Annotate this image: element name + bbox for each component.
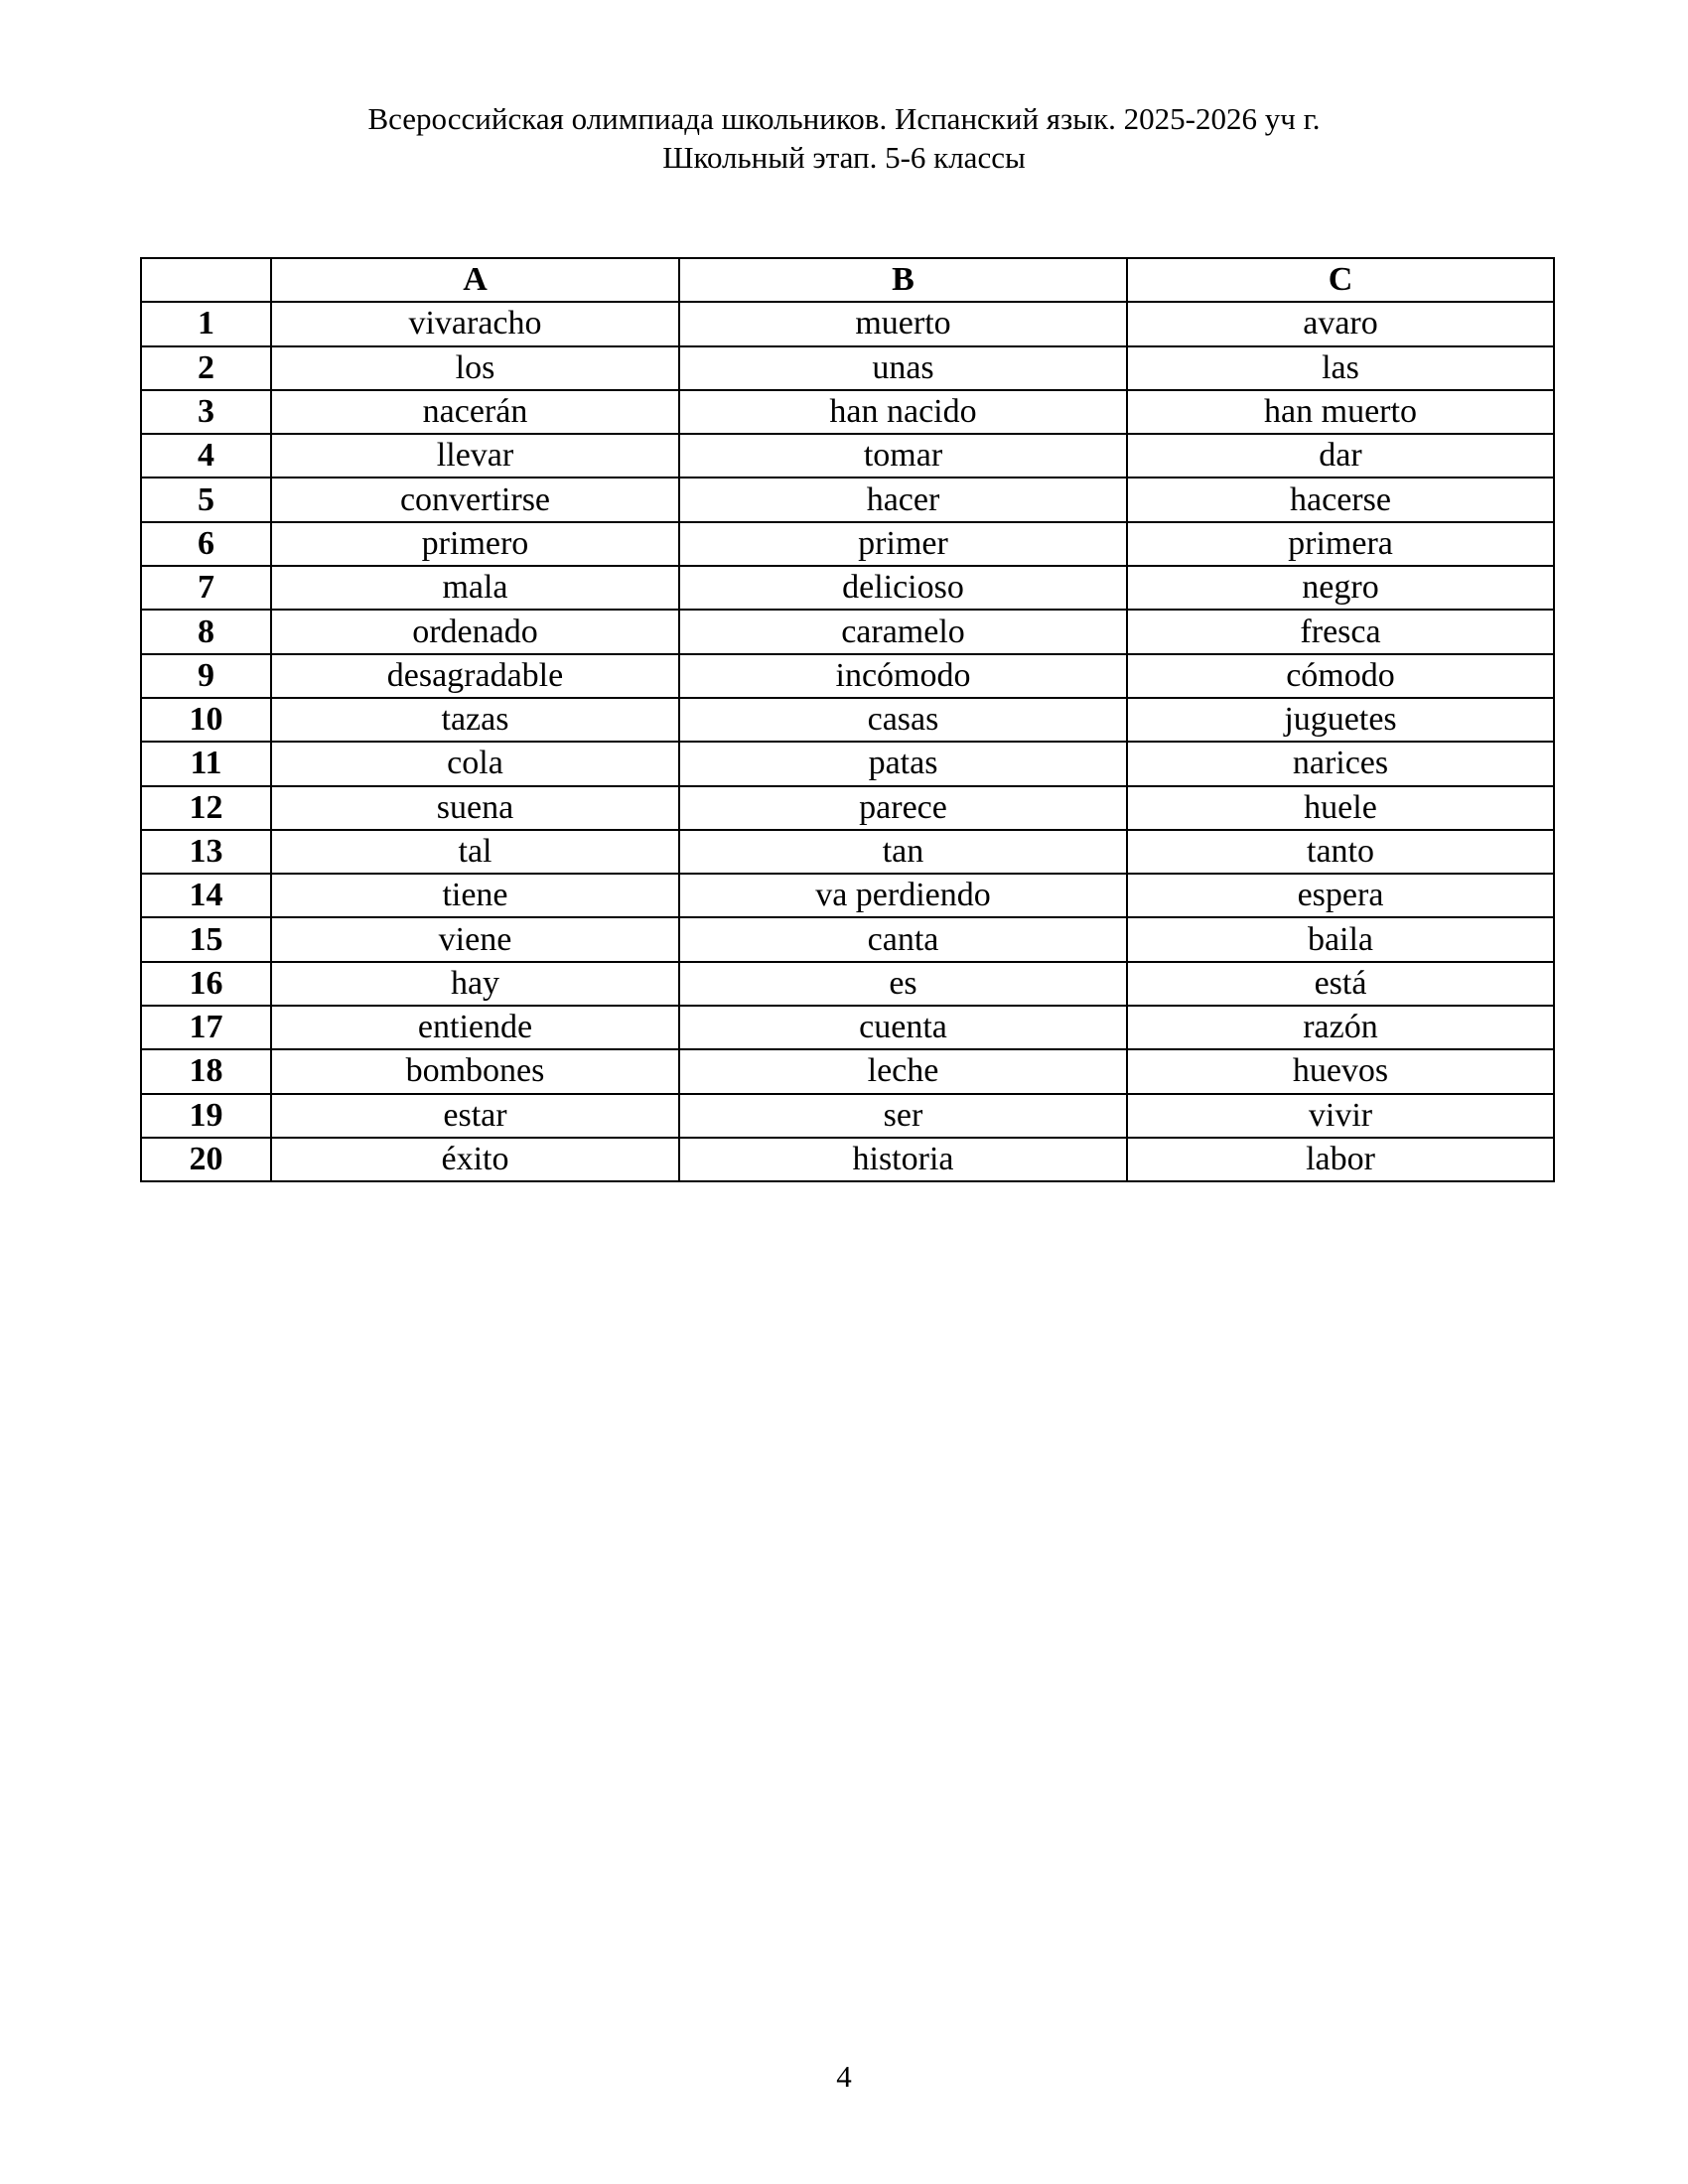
option-c-cell: hacerse xyxy=(1127,478,1554,521)
row-number-cell: 3 xyxy=(141,390,271,434)
option-b-cell: parece xyxy=(679,786,1127,830)
option-a-cell: tazas xyxy=(271,698,679,742)
option-c-cell: negro xyxy=(1127,566,1554,610)
option-a-cell: desagradable xyxy=(271,654,679,698)
row-number-cell: 20 xyxy=(141,1138,271,1181)
row-number-cell: 18 xyxy=(141,1049,271,1093)
option-c-cell: huele xyxy=(1127,786,1554,830)
option-b-cell: va perdiendo xyxy=(679,874,1127,917)
row-number-cell: 2 xyxy=(141,346,271,390)
option-b-cell: canta xyxy=(679,917,1127,961)
answer-table xyxy=(140,257,1555,1182)
table-row xyxy=(141,830,1554,874)
table-body xyxy=(141,302,1554,1181)
table-row xyxy=(141,346,1554,390)
page-number: 4 xyxy=(836,2059,852,2094)
option-c-cell: razón xyxy=(1127,1006,1554,1049)
table-row xyxy=(141,962,1554,1006)
option-b-cell: cuenta xyxy=(679,1006,1127,1049)
page-header xyxy=(0,99,1688,177)
table-row xyxy=(141,654,1554,698)
column-header-b: B xyxy=(679,258,1127,302)
row-number-cell: 1 xyxy=(141,302,271,345)
option-c-cell: primera xyxy=(1127,522,1554,566)
table-row xyxy=(141,610,1554,653)
option-c-cell: está xyxy=(1127,962,1554,1006)
option-c-cell: dar xyxy=(1127,434,1554,478)
row-number-cell: 17 xyxy=(141,1006,271,1049)
option-c-cell: labor xyxy=(1127,1138,1554,1181)
table-row xyxy=(141,874,1554,917)
option-c-cell: cómodo xyxy=(1127,654,1554,698)
option-c-cell: baila xyxy=(1127,917,1554,961)
option-a-cell: viene xyxy=(271,917,679,961)
answer-table-container xyxy=(140,257,1553,1182)
option-b-cell: ser xyxy=(679,1094,1127,1138)
table-row xyxy=(141,1049,1554,1093)
row-number-cell: 13 xyxy=(141,830,271,874)
option-b-cell: tomar xyxy=(679,434,1127,478)
header-title: Всероссийская олимпиада школьников. Испанский язык. 2025-2026 уч г. xyxy=(367,101,1321,136)
table-row xyxy=(141,742,1554,785)
option-a-cell: tal xyxy=(271,830,679,874)
option-c-cell: narices xyxy=(1127,742,1554,785)
option-a-cell: hay xyxy=(271,962,679,1006)
option-a-cell: éxito xyxy=(271,1138,679,1181)
option-c-cell: avaro xyxy=(1127,302,1554,345)
option-a-cell: bombones xyxy=(271,1049,679,1093)
row-number-cell: 11 xyxy=(141,742,271,785)
table-row xyxy=(141,1006,1554,1049)
option-b-cell: leche xyxy=(679,1049,1127,1093)
option-c-cell: han muerto xyxy=(1127,390,1554,434)
option-b-cell: historia xyxy=(679,1138,1127,1181)
option-a-cell: estar xyxy=(271,1094,679,1138)
option-a-cell: tiene xyxy=(271,874,679,917)
option-c-cell: fresca xyxy=(1127,610,1554,653)
option-b-cell: patas xyxy=(679,742,1127,785)
option-a-cell: primero xyxy=(271,522,679,566)
row-number-cell: 10 xyxy=(141,698,271,742)
option-b-cell: es xyxy=(679,962,1127,1006)
row-number-cell: 14 xyxy=(141,874,271,917)
column-header-c: C xyxy=(1127,258,1554,302)
table-header-row xyxy=(141,258,1554,302)
option-b-cell: casas xyxy=(679,698,1127,742)
option-a-cell: nacerán xyxy=(271,390,679,434)
table-row xyxy=(141,302,1554,345)
option-a-cell: ordenado xyxy=(271,610,679,653)
row-number-cell: 4 xyxy=(141,434,271,478)
table-row xyxy=(141,522,1554,566)
option-c-cell: tanto xyxy=(1127,830,1554,874)
option-b-cell: incómodo xyxy=(679,654,1127,698)
option-c-cell: las xyxy=(1127,346,1554,390)
option-b-cell: caramelo xyxy=(679,610,1127,653)
row-number-cell: 7 xyxy=(141,566,271,610)
header-subtitle: Школьный этап. 5-6 классы xyxy=(662,140,1026,175)
option-a-cell: entiende xyxy=(271,1006,679,1049)
table-row xyxy=(141,1138,1554,1181)
table-row xyxy=(141,917,1554,961)
option-b-cell: han nacido xyxy=(679,390,1127,434)
row-number-cell: 6 xyxy=(141,522,271,566)
option-c-cell: huevos xyxy=(1127,1049,1554,1093)
column-header-number xyxy=(141,258,271,302)
row-number-cell: 8 xyxy=(141,610,271,653)
option-b-cell: hacer xyxy=(679,478,1127,521)
row-number-cell: 5 xyxy=(141,478,271,521)
option-a-cell: cola xyxy=(271,742,679,785)
table-row xyxy=(141,566,1554,610)
table-row xyxy=(141,478,1554,521)
table-row xyxy=(141,698,1554,742)
option-b-cell: primer xyxy=(679,522,1127,566)
row-number-cell: 19 xyxy=(141,1094,271,1138)
table-row xyxy=(141,434,1554,478)
option-c-cell: vivir xyxy=(1127,1094,1554,1138)
option-a-cell: mala xyxy=(271,566,679,610)
option-b-cell: delicioso xyxy=(679,566,1127,610)
option-b-cell: tan xyxy=(679,830,1127,874)
option-c-cell: espera xyxy=(1127,874,1554,917)
table-row xyxy=(141,786,1554,830)
option-b-cell: unas xyxy=(679,346,1127,390)
row-number-cell: 9 xyxy=(141,654,271,698)
row-number-cell: 15 xyxy=(141,917,271,961)
option-a-cell: llevar xyxy=(271,434,679,478)
column-header-a: A xyxy=(271,258,679,302)
table-row xyxy=(141,390,1554,434)
option-a-cell: convertirse xyxy=(271,478,679,521)
row-number-cell: 12 xyxy=(141,786,271,830)
option-a-cell: vivaracho xyxy=(271,302,679,345)
option-b-cell: muerto xyxy=(679,302,1127,345)
option-a-cell: los xyxy=(271,346,679,390)
table-row xyxy=(141,1094,1554,1138)
row-number-cell: 16 xyxy=(141,962,271,1006)
option-c-cell: juguetes xyxy=(1127,698,1554,742)
option-a-cell: suena xyxy=(271,786,679,830)
